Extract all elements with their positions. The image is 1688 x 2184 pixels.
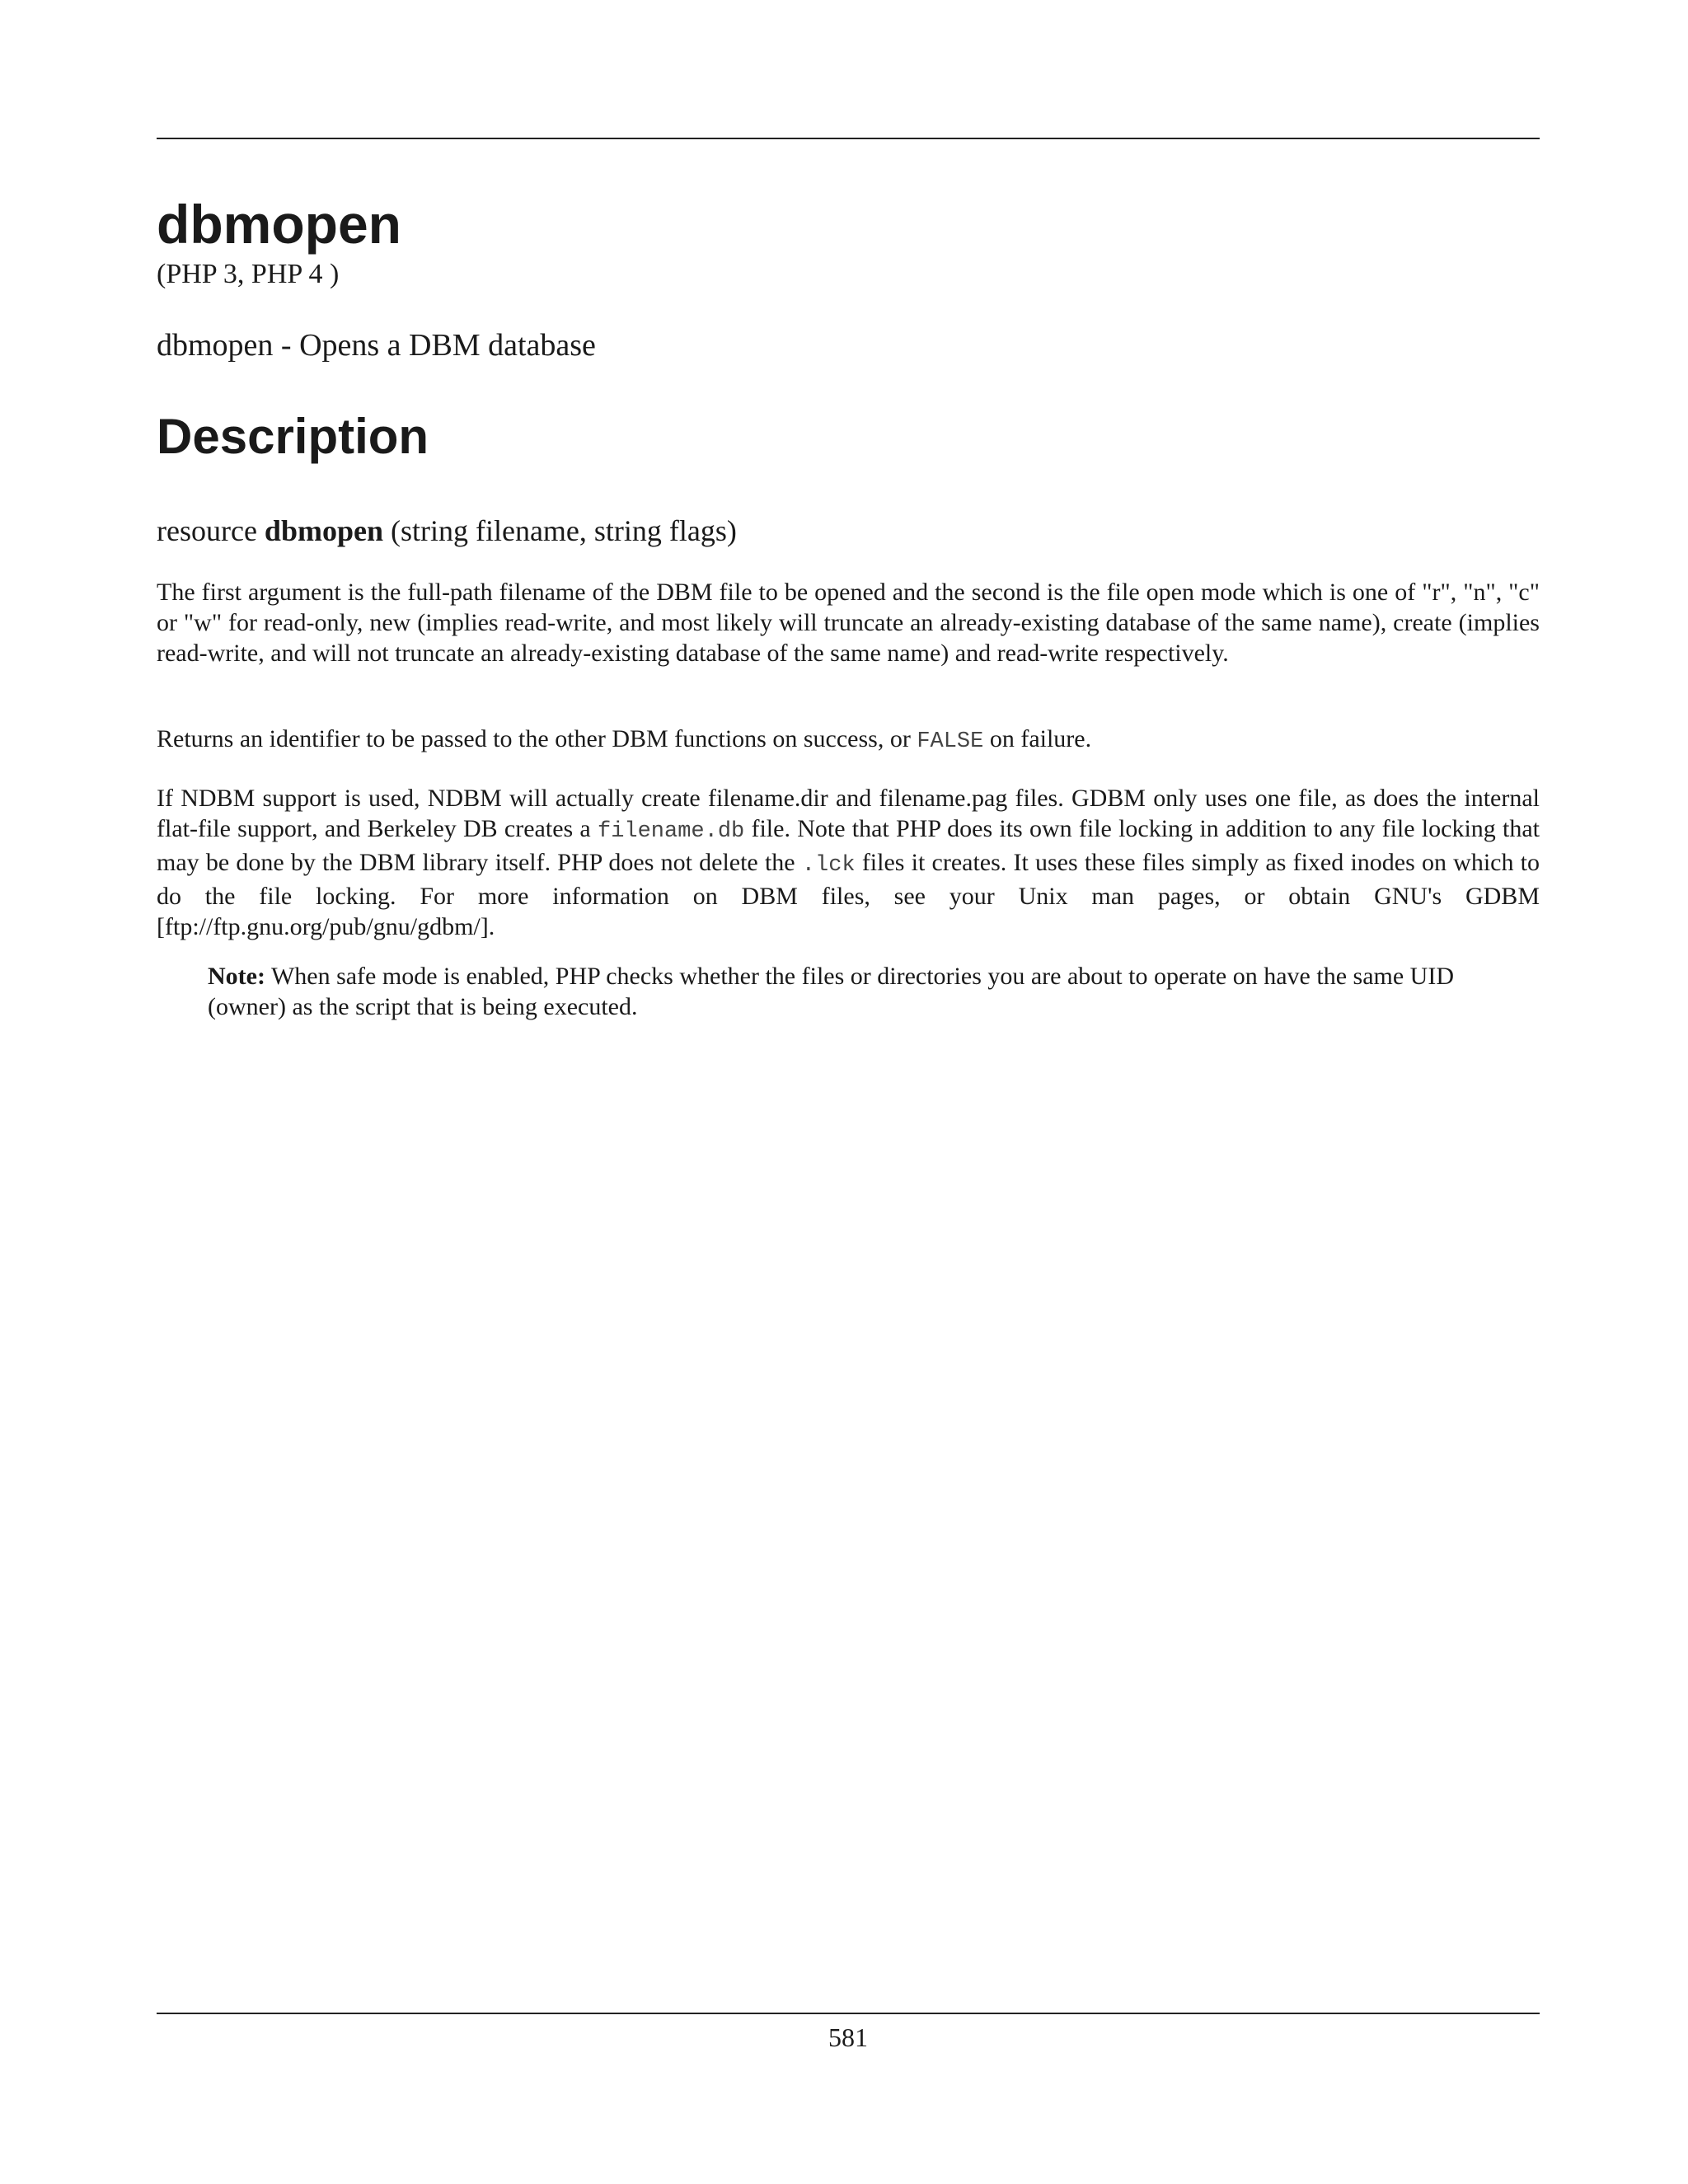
paragraph-arguments: The first argument is the full-path filename of the DBM file to be opened and the second is the file open mode which is one of "r", "n", "c" or "w" for read-only, new (implies read-write, and most likely will truncate an already-existing database of the same name), create (implies read-write, and will not truncate an already-existing database of the same name) and read-write respectively. xyxy=(157,579,1540,667)
details-text-2: file. Note that PHP does its own file locking in addition to any file locking that may be done by the DBM library itself. PHP does not delete the xyxy=(157,815,1540,876)
synopsis-params: (string filename, string flags) xyxy=(390,514,737,547)
section-heading-description: Description xyxy=(157,409,429,464)
page-number: 581 xyxy=(828,2022,868,2052)
note-label: Note: xyxy=(208,963,265,990)
synopsis-function-name: dbmopen xyxy=(264,514,383,547)
details-text-3: files it creates. It uses these files simply as fixed inodes on which to do the file locking. For more information on DBM files, see your Unix man pages, or obtain GNU's GDBM [ftp://ftp.gnu.org/pub/gnu/gdbm/]. xyxy=(157,849,1540,940)
paragraph-returns xyxy=(157,724,1540,757)
function-synopsis xyxy=(157,513,737,549)
code-filename-db: filename.db xyxy=(598,819,745,844)
footer-rule xyxy=(157,2013,1540,2014)
returns-text-after: on failure. xyxy=(989,725,1092,752)
header-rule xyxy=(157,138,1540,139)
function-purpose: dbmopen - Opens a DBM database xyxy=(157,328,596,363)
synopsis-return-type: resource xyxy=(157,514,257,547)
paragraph-file-details xyxy=(157,783,1540,942)
returns-text-before: Returns an identifier to be passed to the other DBM functions on success, or xyxy=(157,725,911,752)
php-versions: (PHP 3, PHP 4 ) xyxy=(157,259,340,289)
safe-mode-note xyxy=(208,961,1493,1022)
code-false: FALSE xyxy=(917,729,984,754)
code-lck: .lck xyxy=(801,853,856,878)
note-text: When safe mode is enabled, PHP checks whether the files or directories you are about to operate on have the same UID (owner) as the script that is being executed. xyxy=(208,963,1454,1020)
page-title: dbmopen xyxy=(157,194,401,255)
details-text-1: If NDBM support is used, NDBM will actually create filename.dir and filename.pag files. GDBM only uses one file, as does the internal flat-file support, and Berkeley DB creates a xyxy=(157,785,1540,842)
document-page xyxy=(157,0,1540,2184)
